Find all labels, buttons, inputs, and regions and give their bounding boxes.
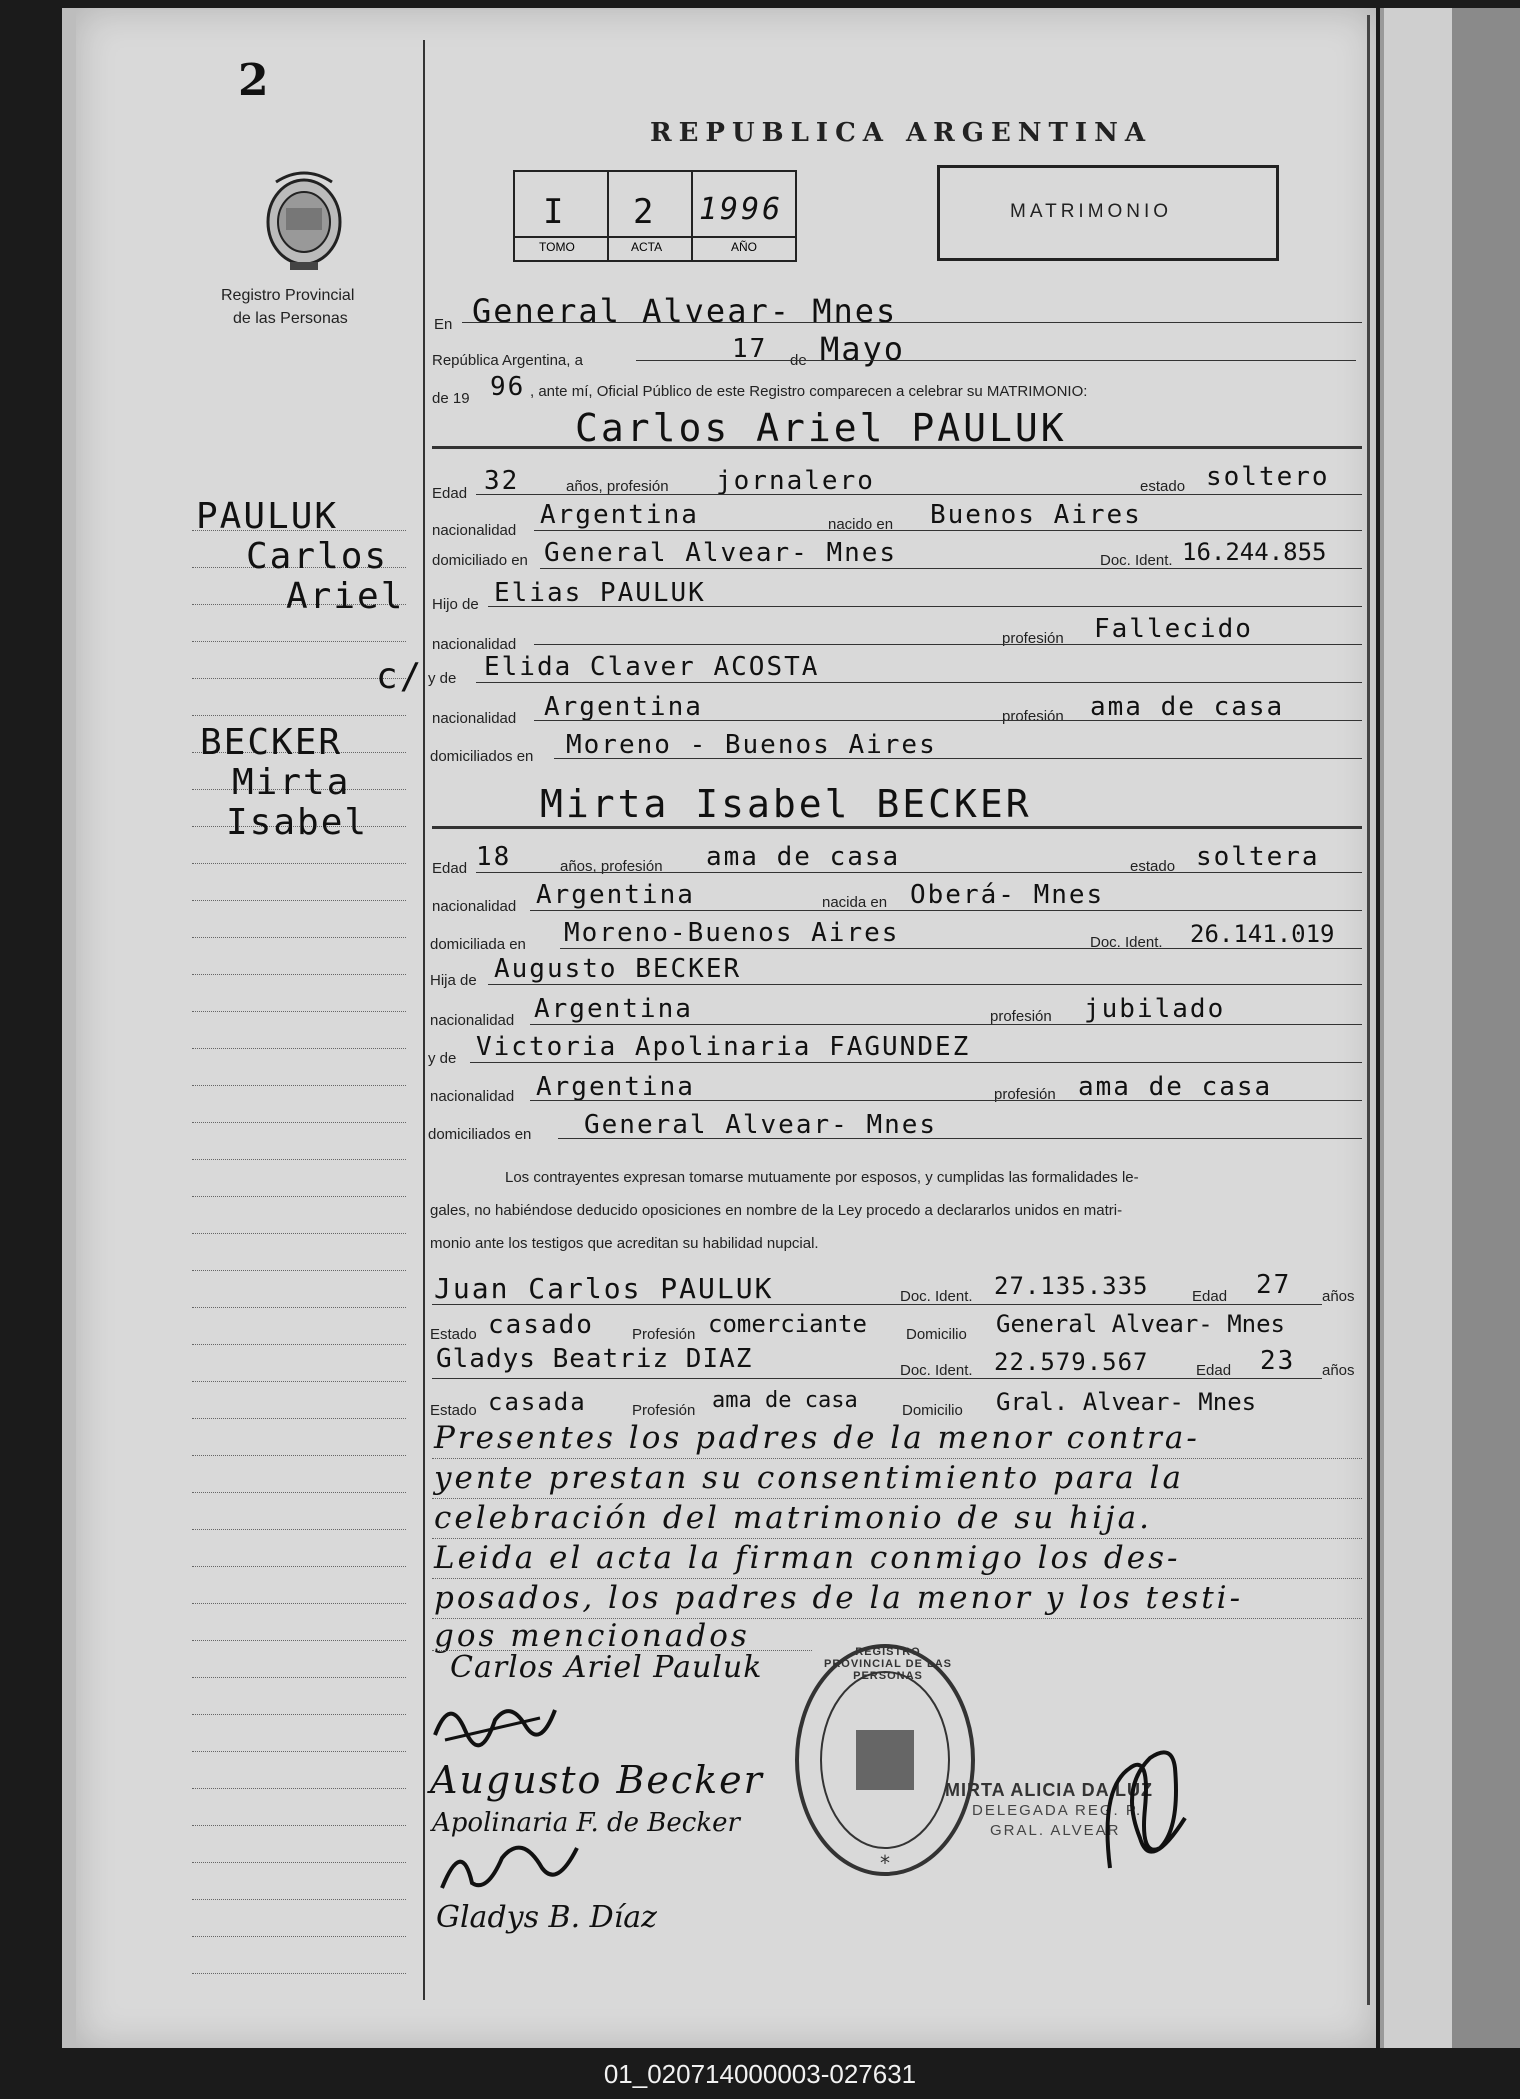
bride-edad-label: Edad	[432, 860, 468, 877]
en-label: En	[434, 316, 453, 333]
groom-nacido-en: Buenos Aires	[930, 500, 1142, 530]
ano-label: AÑO	[731, 240, 758, 254]
scan-id: 01_020714000003-027631	[603, 2059, 917, 2089]
adjacent-page-edge	[1380, 8, 1454, 2048]
rule	[534, 644, 1362, 645]
witness1-dom-label: Domicilio	[906, 1326, 967, 1343]
margin-rule	[192, 937, 406, 938]
page-number: 2	[238, 55, 269, 106]
groom-estado-label: estado	[1140, 478, 1186, 495]
witness2-estado: casada	[488, 1388, 587, 1416]
groom-dom-label: domiciliado en	[432, 552, 528, 569]
groom-padres-dom-label: domiciliados en	[430, 748, 534, 765]
declaration-line-2: gales, no habiéndose deducido oposiciones en nombre de la Ley procedo a declararlos unidos en matri-	[430, 1202, 1123, 1219]
delegate-role: DELEGADA REG. P.	[972, 1802, 1143, 1819]
witness2-estado-label: Estado	[430, 1402, 477, 1419]
bride-anos-label: años, profesión	[560, 858, 663, 875]
margin-rule	[192, 1788, 406, 1789]
bride-padre-prof-label: profesión	[990, 1008, 1052, 1025]
witness1-edad: 27	[1256, 1270, 1292, 1300]
note-line-2: yente prestan su consentimiento para la	[434, 1460, 1184, 1496]
witness1-anos-label: años	[1322, 1288, 1355, 1305]
margin-rule	[192, 1751, 406, 1752]
witness1-edad-label: Edad	[1192, 1288, 1228, 1305]
margin-rule	[192, 863, 406, 864]
acta-value: 2	[633, 192, 657, 232]
bride-domicilio: Moreno-Buenos Aires	[564, 918, 900, 948]
witness1-estado-label: Estado	[430, 1326, 477, 1343]
margin-bride-first: Mirta	[232, 762, 351, 803]
official-signature-icon	[1090, 1748, 1200, 1878]
rule	[470, 1062, 1362, 1063]
rule	[560, 948, 1362, 949]
groom-padre-prof-label: profesión	[1002, 630, 1064, 647]
right-border	[1367, 15, 1370, 2005]
rule	[432, 1304, 1322, 1305]
rule	[432, 1538, 1362, 1539]
groom-domicilio: General Alvear- Mnes	[544, 538, 898, 568]
witness2-dom-label: Domicilio	[902, 1402, 963, 1419]
groom-full-name: Carlos Ariel PAULUK	[575, 406, 1067, 450]
margin-rule	[192, 900, 406, 901]
groom-nacido-label: nacido en	[828, 516, 894, 533]
bride-madre-label: y de	[428, 1050, 457, 1067]
bride-estado-label: estado	[1130, 858, 1176, 875]
place: General Alvear- Mnes	[472, 292, 898, 330]
bride-edad: 18	[476, 842, 512, 872]
year-suffix: 96	[490, 372, 526, 402]
volume-box	[513, 170, 797, 262]
note-line-1: Presentes los padres de la menor contra-	[434, 1420, 1200, 1456]
bride-full-name: Mirta Isabel BECKER	[540, 782, 1032, 826]
groom-padre-nac-label: nacionalidad	[432, 636, 517, 653]
bride-nacionalidad: Argentina	[536, 880, 695, 910]
witness2-edad-label: Edad	[1196, 1362, 1232, 1379]
delegate-name: MIRTA ALICIA DA LUZ	[945, 1780, 1153, 1800]
groom-edad-label: Edad	[432, 485, 468, 502]
margin-rule	[192, 1825, 406, 1826]
margin-rule	[192, 1122, 406, 1123]
bride-doc-label: Doc. Ident.	[1090, 934, 1163, 951]
groom-madre-nac-label: nacionalidad	[432, 710, 517, 727]
groom-madre: Elida Claver ACOSTA	[484, 652, 820, 682]
bride-padre-prof: jubilado	[1084, 994, 1226, 1024]
margin-rule	[192, 1418, 406, 1419]
tomo-value: I	[543, 192, 567, 232]
rule	[558, 1138, 1362, 1139]
delegate-place: GRAL. ALVEAR	[990, 1822, 1121, 1839]
margin-rule	[192, 1640, 406, 1641]
rule	[432, 1378, 1322, 1379]
witness2-prof-label: Profesión	[632, 1402, 696, 1419]
margin-rule	[192, 974, 406, 975]
margin-rule	[192, 1307, 406, 1308]
witness2-doc: 22.579.567	[994, 1348, 1149, 1376]
margin-rule	[192, 1048, 406, 1049]
margin-rule	[192, 1455, 406, 1456]
groom-nac-label: nacionalidad	[432, 522, 517, 539]
intro-closing: , ante mí, Oficial Público de este Registro comparecen a celebrar su MATRIMONIO:	[530, 383, 1088, 400]
bride-madre-nac-label: nacionalidad	[430, 1088, 515, 1105]
margin-rule	[192, 1011, 406, 1012]
registry-line2: de las Personas	[233, 310, 348, 327]
note-line-5: posados, los padres de la menor y los testi-	[434, 1580, 1244, 1616]
margin-bride-second: Isabel	[226, 802, 369, 843]
witness2-doc-label: Doc. Ident.	[900, 1362, 973, 1379]
scan-background	[1452, 8, 1520, 2048]
margin-rule	[192, 1973, 406, 1974]
coat-of-arms-icon	[256, 168, 352, 272]
witness1-doc-label: Doc. Ident.	[900, 1288, 973, 1305]
margin-rule	[192, 1603, 406, 1604]
groom-edad: 32	[484, 466, 520, 496]
groom-doc: 16.244.855	[1182, 538, 1327, 566]
bride-padre-nac: Argentina	[534, 994, 693, 1024]
margin-groom-first: Carlos	[246, 536, 389, 577]
groom-madre-prof-label: profesión	[1002, 708, 1064, 725]
groom-padre: Elias PAULUK	[494, 578, 706, 608]
rule	[476, 872, 1362, 873]
note-line-4: Leida el acta la firman conmigo los des-	[434, 1540, 1181, 1576]
groom-padres-dom: Moreno - Buenos Aires	[566, 730, 937, 760]
signature-witness1-icon	[432, 1838, 582, 1898]
groom-padre-prof: Fallecido	[1094, 614, 1253, 644]
republica-label: República Argentina, a	[432, 352, 583, 369]
rule	[476, 494, 1362, 495]
margin-rule	[192, 1529, 406, 1530]
rule	[488, 984, 1362, 985]
groom-profesion: jornalero	[716, 466, 875, 496]
rule	[540, 568, 1362, 569]
witness2-anos-label: años	[1322, 1362, 1355, 1379]
margin-rule	[192, 1899, 406, 1900]
rule	[432, 1578, 1362, 1579]
rule	[432, 826, 1362, 829]
bride-nacida-label: nacida en	[822, 894, 888, 911]
groom-estado: soltero	[1206, 462, 1330, 492]
margin-rule	[192, 1566, 406, 1567]
bride-padre-nac-label: nacionalidad	[430, 1012, 515, 1029]
acta-label: ACTA	[631, 240, 663, 254]
rule	[432, 1498, 1362, 1499]
rule	[462, 322, 1362, 323]
margin-rule	[192, 1492, 406, 1493]
rule	[554, 758, 1362, 759]
groom-padre-label: Hijo de	[432, 596, 479, 613]
witness2-edad: 23	[1260, 1346, 1296, 1376]
rule	[432, 1458, 1362, 1459]
day: 17	[732, 334, 768, 364]
bride-doc: 26.141.019	[1190, 920, 1335, 948]
tomo-label: TOMO	[539, 240, 575, 254]
signature-bride-father: Augusto Becker	[430, 1758, 764, 1802]
margin-rule	[192, 1159, 406, 1160]
year-prefix: de 19	[432, 390, 470, 407]
witness2-profesion: ama de casa	[712, 1388, 858, 1413]
margin-rule	[192, 1196, 406, 1197]
witness1-name: Juan Carlos PAULUK	[434, 1272, 774, 1305]
bride-dom-label: domiciliada en	[430, 936, 526, 953]
signature-groom: Carlos Ariel Pauluk	[450, 1650, 763, 1685]
bride-madre-prof-label: profesión	[994, 1086, 1056, 1103]
bride-padres-dom-label: domiciliados en	[428, 1126, 532, 1143]
signature-bride-mother: Apolinaria F. de Becker	[432, 1808, 740, 1838]
witness2-name: Gladys Beatriz DIAZ	[436, 1344, 753, 1374]
margin-groom-second: Ariel	[286, 576, 405, 617]
bride-padre: Augusto BECKER	[494, 954, 742, 984]
witness1-domicilio: General Alvear- Mnes	[996, 1310, 1285, 1338]
act-type: MATRIMONIO	[1010, 201, 1173, 222]
margin-rule	[192, 715, 406, 716]
margin-rule	[192, 678, 406, 679]
groom-doc-label: Doc. Ident.	[1100, 552, 1173, 569]
bride-profesion: ama de casa	[706, 842, 901, 872]
groom-anos-label: años, profesión	[566, 478, 669, 495]
bride-padres-dom: General Alvear- Mnes	[584, 1110, 938, 1140]
signature-witness2: Gladys B. Díaz	[436, 1900, 657, 1935]
rule	[636, 360, 1356, 361]
groom-madre-label: y de	[428, 670, 457, 687]
svg-text:*: *	[880, 1851, 890, 1875]
margin-rule	[192, 1862, 406, 1863]
rule	[530, 910, 1362, 911]
margin-connector: c/	[376, 656, 424, 697]
groom-madre-prof: ama de casa	[1090, 692, 1285, 722]
margin-rule	[192, 1381, 406, 1382]
margin-rule	[192, 1270, 406, 1271]
bride-padre-label: Hija de	[430, 972, 477, 989]
note-line-6: gos mencionados	[434, 1618, 750, 1654]
margin-rule	[192, 1936, 406, 1937]
registry-line1: Registro Provincial	[221, 287, 355, 304]
rule	[534, 530, 1362, 531]
margin-groom-surname: PAULUK	[196, 496, 339, 537]
witness2-domicilio: Gral. Alvear- Mnes	[996, 1388, 1257, 1416]
column-divider	[423, 40, 425, 2000]
bride-madre-prof: ama de casa	[1078, 1072, 1273, 1102]
witness1-estado: casado	[488, 1310, 594, 1340]
bride-estado: soltera	[1196, 842, 1320, 872]
rule	[488, 606, 1362, 607]
month: Mayo	[820, 330, 906, 368]
bride-nac-label: nacionalidad	[432, 898, 517, 915]
groom-madre-nac: Argentina	[544, 692, 703, 722]
bride-nacida-en: Oberá- Mnes	[910, 880, 1105, 910]
rule	[530, 1024, 1362, 1025]
margin-rule	[192, 1677, 406, 1678]
margin-rule	[192, 1714, 406, 1715]
witness1-doc: 27.135.335	[994, 1272, 1149, 1300]
rule	[432, 446, 1362, 449]
country-title: REPUBLICA ARGENTINA	[650, 118, 1153, 148]
declaration-line-3: monio ante los testigos que acreditan su habilidad nupcial.	[430, 1235, 819, 1252]
rule	[530, 1100, 1362, 1101]
declaration-line-1: Los contrayentes expresan tomarse mutuamente por esposos, y cumplidas las formalidades le-	[505, 1169, 1139, 1186]
margin-rule	[192, 641, 406, 642]
groom-nacionalidad: Argentina	[540, 500, 699, 530]
rule	[534, 720, 1362, 721]
note-line-3: celebración del matrimonio de su hija.	[434, 1500, 1152, 1536]
signature-bride-icon	[430, 1690, 560, 1750]
margin-rule	[192, 1344, 406, 1345]
margin-bride-surname: BECKER	[200, 722, 343, 763]
witness1-prof-label: Profesión	[632, 1326, 696, 1343]
de-label: de	[790, 352, 807, 369]
rule	[476, 682, 1362, 683]
bride-madre: Victoria Apolinaria FAGUNDEZ	[476, 1032, 971, 1062]
margin-rule	[192, 1233, 406, 1234]
bride-madre-nac: Argentina	[536, 1072, 695, 1102]
act-type-box	[937, 165, 1279, 261]
witness1-profesion: comerciante	[708, 1310, 867, 1338]
ano-value: 1996	[699, 192, 784, 227]
margin-rule	[192, 1085, 406, 1086]
seal-text: REGISTRO PROVINCIAL DE LAS PERSONAS	[823, 1646, 953, 1682]
